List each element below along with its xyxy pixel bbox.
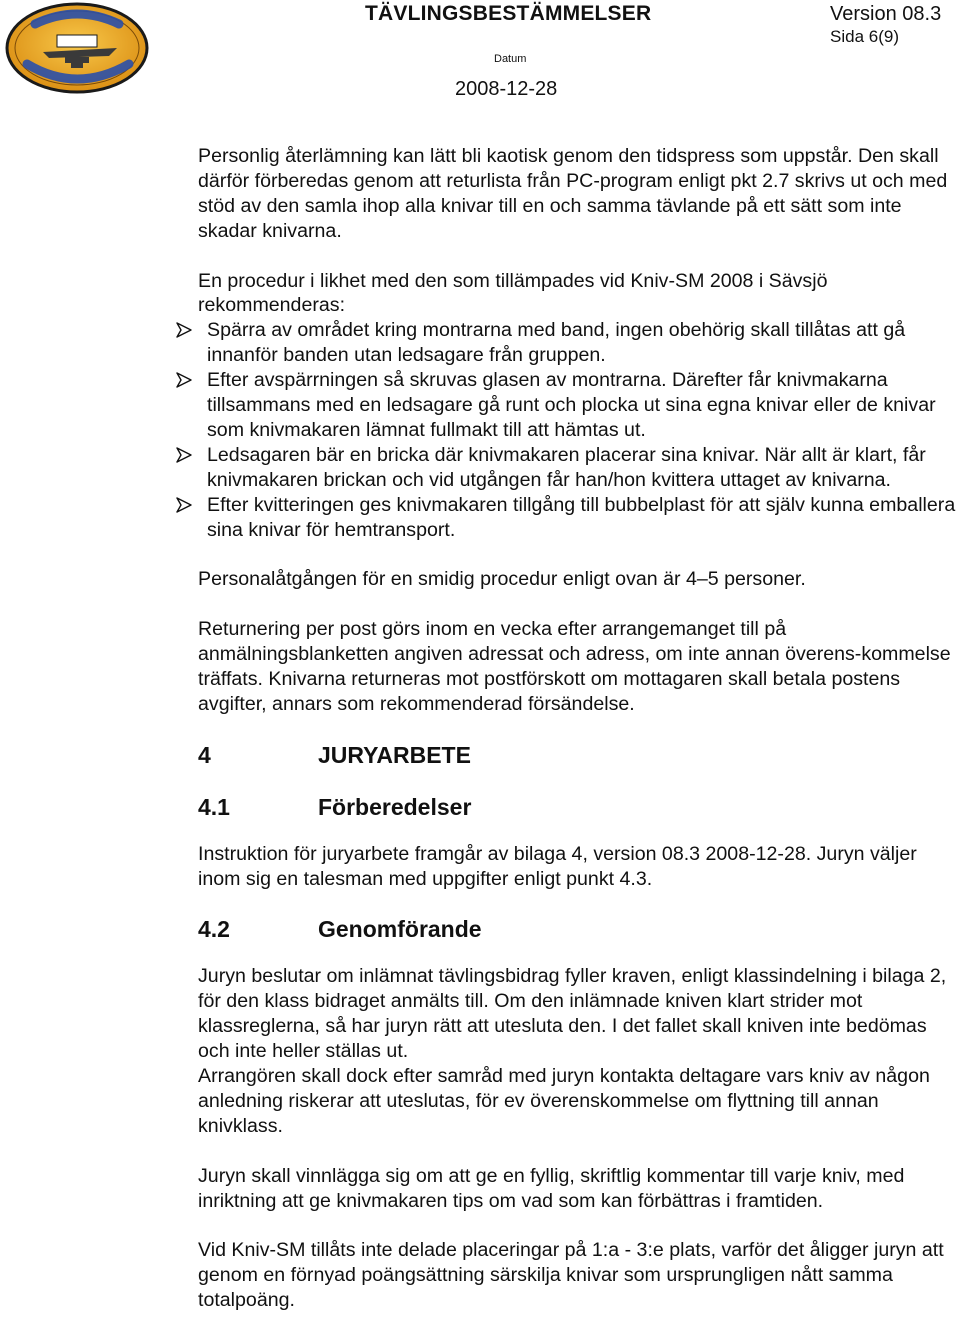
document-date: 2008-12-28 <box>455 78 558 100</box>
arrow-bullet-icon <box>176 497 192 513</box>
page-number: Sida 6(9) <box>830 27 899 46</box>
section-number: 4.1 <box>198 793 230 820</box>
list-item-text: Spärra av området kring montrarna med band, ingen obehörig skall tillåtas att gå innanför banden utan ledsagare från gruppen. <box>207 319 906 367</box>
list-item <box>187 493 960 543</box>
section-title: Förberedelser <box>318 793 472 820</box>
paragraph-jury-comments: Juryn skall vinnlägga sig om att ge en fyllig, skriftlig kommentar till varje kniv, med inriktning att ge knivmakaren tips om vad som kan förbättras i framtiden. <box>198 1164 905 1212</box>
section-heading-4 <box>198 742 960 768</box>
svensk-knivforening-logo <box>5 2 150 95</box>
document-title: TÄVLINGSBESTÄMMELSER <box>365 2 652 25</box>
document-body <box>198 144 960 1338</box>
section-number: 4 <box>198 741 211 768</box>
section-number: 4.2 <box>198 916 230 943</box>
arrow-bullet-icon <box>176 447 192 463</box>
arrow-bullet-icon <box>176 372 192 388</box>
section-title: Genomförande <box>318 916 482 943</box>
procedure-list <box>198 318 960 542</box>
arrow-bullet-icon <box>176 322 192 338</box>
paragraph-personal-return: Personlig återlämning kan lätt bli kaotisk genom den tidspress som uppstår. Den skall därför förberedas genom att returlista från PC-program enligt pkt 2.7 skrivs ut och med stöd av den samla ihop alla knivar till en och samma tävlande på ett sätt som inte skadar knivarna. <box>198 145 948 242</box>
section-title: JURYARBETE <box>318 741 471 768</box>
paragraph-staffing: Personalåtgången för en smidig procedur enligt ovan är 4–5 personer. <box>198 568 806 591</box>
version-label: Version 08.3 <box>830 3 942 25</box>
paragraph-organizer-contact: Arrangören skall dock efter samråd med juryn kontakta deltagare vars kniv av någon anledning riskerar att uteslutas, för ev överenskommelse om flyttning till annan knivklass. <box>198 1065 930 1137</box>
paragraph-postal-return: Returnering per post görs inom en vecka efter arrangemanget till på anmälningsblanketten angiven adressat och adress, om inte annan överens-kommelse träffats. Knivarna returneras mot postförskott om mottagaren skall betala postens avgifter, annars som rekommenderad försändelse. <box>198 618 951 715</box>
section-heading-4-2 <box>198 916 960 942</box>
list-item <box>187 368 960 443</box>
paragraph-jury-decision: Juryn beslutar om inlämnat tävlingsbidrag fyller kraven, enligt klassindelning i bilaga 2, för den klass bidraget anmälts till. Om den inlämnade kniven klart strider mot klassreglerna, så har juryn rätt att utesluta den. I det fallet skall kniven inte bedömas och inte heller ställas ut. <box>198 965 947 1063</box>
paragraph-shared-placements: Vid Kniv-SM tillåts inte delade placeringar på 1:a - 3:e plats, varför det åligger juryn att genom en förnyad poängsättning särskilja knivar som ursprungligen nått samma totalpoäng. <box>198 1239 944 1312</box>
list-item-text: Efter avspärrningen så skruvas glasen av montrarna. Därefter får knivmakarna tillsammans med en ledsagare gå runt och plocka ut sina egna knivar eller de knivar som knivmakaren lämnat fullmakt till att hämtas ut. <box>207 369 936 441</box>
paragraph-preparations: Instruktion för juryarbete framgår av bilaga 4, version 08.3 2008-12-28. Juryn väljer inom sig en talesman med uppgifter enligt punkt 4.3. <box>198 842 917 890</box>
list-item <box>187 318 960 368</box>
paragraph-procedure-intro: En procedur i likhet med den som tillämpades vid Kniv-SM 2008 i Sävsjö rekommenderas: <box>198 269 828 317</box>
section-heading-4-1 <box>198 794 960 820</box>
date-label: Datum <box>494 53 527 65</box>
list-item-text: Ledsagaren bär en bricka där knivmakaren placerar sina knivar. När allt är klart, får knivmakaren brickan och vid utgången får han/hon kvittera uttaget av knivarna. <box>207 443 926 491</box>
list-item-text: Efter kvitteringen ges knivmakaren tillgång till bubbelplast för att själv kunna emballera sina knivar för hemtransport. <box>207 493 956 541</box>
list-item <box>187 443 960 493</box>
